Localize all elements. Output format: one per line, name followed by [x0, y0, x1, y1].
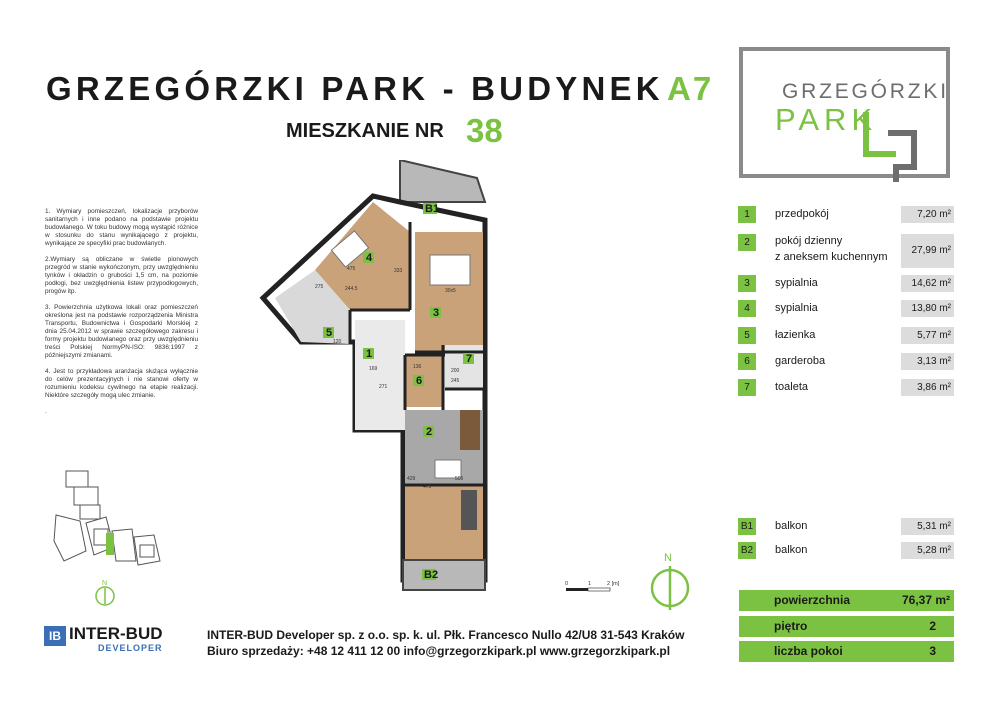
room-row-6: [738, 353, 954, 370]
note-3: 3. Powierzchnia użytkowa lokali oraz pomieszczeń określona jest na podstawie rozporządzenia Ministra Transportu, Budownictwa i Gospodarki Morskiej z dnia 25.04.2012 w sprawie szczegółowego zakresu i formy projektu budowlanego oraz przy uwzględnieniu treści Polskiej NormyPN-ISO: 9836:1997 z późniejszymi zmianami.: [45, 304, 198, 359]
note-5: .: [45, 408, 47, 415]
dim-label: 475: [347, 266, 356, 272]
room-number: 6: [738, 353, 756, 370]
key-plan-north-label: N: [102, 580, 108, 587]
room-area: 27,99 m²: [901, 234, 954, 268]
plan-tag-b1: B2: [424, 569, 439, 581]
room-area: 7,20 m²: [901, 206, 954, 223]
room-area: 3,86 m²: [901, 379, 954, 396]
apartment-number: 38: [466, 112, 503, 149]
notes-block: [45, 208, 198, 424]
balcony-area: 5,31 m²: [901, 518, 954, 535]
balcony-number: B2: [738, 542, 756, 559]
plan-tag-7: 7: [466, 353, 473, 365]
plan-tag-5: 5: [326, 327, 333, 339]
room-name: toaleta: [775, 381, 809, 393]
dim-label: 120: [333, 339, 342, 345]
apartment-label: MIESZKANIE NR: [286, 120, 444, 142]
plan-tag-3: 3: [433, 307, 440, 319]
note-1: 1. Wymiary pomieszczeń, lokalizacje przyborów sanitarnych i inne podano na podstawie projektu budowlanego. W toku budowy mogą wystąpić różnice w stosunku do stanu wynikającego z projektu, wynikające ze specyfiki prac budowlanych.: [45, 208, 198, 247]
scale-label-1: 1: [588, 581, 592, 587]
room-name: pokój dzienny: [775, 235, 843, 247]
plan-tag-4: 4: [366, 252, 373, 264]
room-area: 14,62 m²: [901, 275, 954, 292]
room-number: 4: [738, 300, 756, 317]
brand-logo-mark: [862, 112, 932, 182]
room-area: 13,80 m²: [901, 300, 954, 317]
plan-tag-b2: B1: [425, 203, 440, 215]
balcony-area: 5,28 m²: [901, 542, 954, 559]
scale-label-0: 0: [565, 581, 569, 587]
plan-tag-2: 2: [426, 426, 433, 438]
note-4: 4. Jest to przykładowa aranżacja służąca wyłącznie do celów prezentacyjnych i nie stanowi oferty w rozumieniu kodeksu cywilnego na etapie realizacji. Niektóre szczegóły mogą ulec zmianie.: [45, 368, 198, 399]
brand-logo-bottom-text: PARK: [775, 102, 878, 137]
scale-bar: [565, 579, 635, 601]
note-2: 2.Wymiary są obliczane w świetle pionowych przegród w stanie wykończonym, przy uwzględnieniu tynków i okładzin o grubości 1,5 cm, na poziomie podłogi, bez uwzględnienia listew przypodłogowych, progów itp.: [45, 256, 198, 295]
summary-rooms: [739, 641, 954, 662]
company-logo-mark: IB: [44, 626, 66, 646]
dim-label: 136: [413, 364, 422, 370]
dim-label: 169: [369, 366, 378, 372]
room-name-line2: z aneksem kuchennym: [775, 251, 888, 263]
room-row-2: [738, 234, 954, 268]
dim-label: 475: [423, 484, 432, 490]
room-row-4: [738, 300, 954, 317]
summary-floor-value: 2: [929, 619, 936, 633]
balcony-name: balkon: [775, 520, 808, 532]
summary-area-value: 76,37 m²: [901, 593, 950, 607]
north-compass: [640, 552, 700, 612]
company-logo-sub: DEVELOPER: [98, 643, 163, 653]
building-tag: A7: [667, 70, 714, 107]
company-logo: [44, 625, 174, 655]
company-contact: Biuro sprzedaży: +48 12 411 12 00 info@grzegorzkipark.pl www.grzegorzkipark.pl: [207, 644, 671, 658]
balcony-b2: [400, 160, 485, 202]
room-1-floor: [355, 320, 405, 430]
dim-label: 244.5: [345, 286, 358, 292]
summary-rooms-label: liczba pokoi: [774, 644, 843, 658]
balcony-row-b1: [738, 518, 954, 535]
scale-label-2: 2 [m]: [607, 581, 620, 587]
summary-area: [739, 590, 954, 611]
room-name: garderoba: [775, 355, 826, 367]
key-plan: [50, 465, 170, 615]
room-name: sypialnia: [775, 302, 818, 314]
summary-floor: [739, 616, 954, 637]
balcony-row-b2: [738, 542, 954, 559]
room-name: sypialnia: [775, 277, 818, 289]
dim-label: 245: [451, 378, 460, 384]
room-area: 5,77 m²: [901, 327, 954, 344]
room-area: 3,13 m²: [901, 353, 954, 370]
summary-floor-label: piętro: [774, 619, 808, 633]
room-number: 5: [738, 327, 756, 344]
plan-tag-1: 1: [366, 348, 373, 360]
dim-label: 271: [379, 384, 388, 390]
room-number: 1: [738, 206, 756, 223]
company-address: INTER-BUD Developer sp. z o.o. sp. k. ul. Płk. Francesco Nullo 42/U8 31-543 Kraków: [207, 628, 685, 642]
room-row-3: [738, 275, 954, 292]
dim-label: 200: [451, 368, 460, 374]
dim-label: 30x5: [445, 288, 456, 294]
summary-rooms-value: 3: [929, 644, 936, 658]
room-row-7: [738, 379, 954, 396]
room-number: 7: [738, 379, 756, 396]
dim-label: 429: [407, 476, 416, 482]
company-logo-name: INTER-BUD: [69, 624, 163, 643]
page-title: GRZEGÓRZKI PARK - BUDYNEK: [46, 70, 664, 107]
summary-area-label: powierzchnia: [774, 593, 851, 607]
room-row-1: [738, 206, 954, 223]
balcony-b1: [403, 560, 485, 590]
room-row-5: [738, 327, 954, 344]
room-name: przedpokój: [775, 208, 829, 220]
plan-tag-6: 6: [416, 375, 423, 387]
room-name: łazienka: [775, 329, 816, 341]
brand-logo-top-text: GRZEGÓRZKI: [782, 80, 949, 103]
dim-label: 333: [394, 268, 403, 274]
floor-plan: [255, 160, 500, 600]
room-number: 2: [738, 234, 756, 251]
balcony-name: balkon: [775, 544, 808, 556]
dim-label: 275: [315, 284, 324, 290]
room-number: 3: [738, 275, 756, 292]
compass-label: N: [664, 552, 672, 564]
balcony-number: B1: [738, 518, 756, 535]
dim-label: 505: [455, 476, 464, 482]
